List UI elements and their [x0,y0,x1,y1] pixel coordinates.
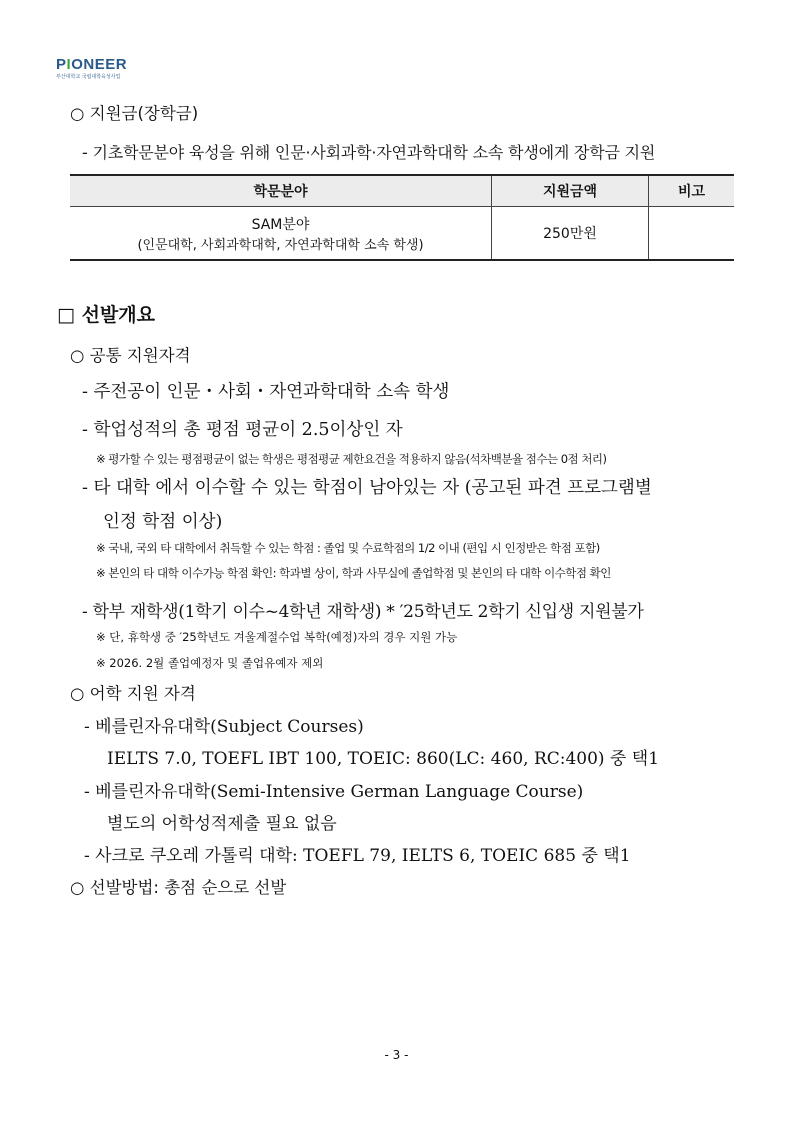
note-item: ※ 2026. 2월 졸업예정자 및 졸업유예자 제외 [96,656,324,670]
common-title: ○ 공통 지원자격 [70,346,191,365]
funding-title: ○ 지원금(장학금) [70,104,199,123]
field-desc: (인문대학, 사회과학대학, 자연과학대학 소속 학생) [137,237,424,253]
list-item: - 주전공이 인문・사회・자연과학대학 소속 학생 [82,382,450,402]
logo [56,56,146,84]
cell-note [649,207,735,261]
page-number: - 3 - [384,1048,409,1062]
table-row [70,207,734,261]
note-item: ※ 평가할 수 있는 평점평균이 없는 학생은 평점평균 제한요건을 적용하지 않음(석차백분율 점수는 0점 처리) [96,452,607,466]
list-item: - 사크로 쿠오레 가톨릭 대학: TOEFL 79, IELTS 6, TOEIC 685 중 택1 [84,846,631,866]
note-item: ※ 국내, 국외 타 대학에서 취득할 수 있는 학점 : 졸업 및 수료학점의 1/2 이내 (편입 시 인정받은 학점 포함) [96,541,600,555]
list-item: - 베를린자유대학(Subject Courses) [84,717,364,737]
list-item: 별도의 어학성적제출 필요 없음 [107,814,337,834]
list-item: - 타 대학 에서 이수할 수 있는 학점이 남아있는 자 (공고된 파견 프로그램별 [82,478,652,498]
col-header-field: 학문분야 [70,175,492,207]
funding-desc: - 기초학문분야 육성을 위해 인문·사회과학·자연과학대학 소속 학생에게 장학금 지원 [82,143,656,162]
note-item: ※ 본인의 타 대학 이수가능 학점 확인: 학과별 상이, 학과 사무실에 졸업학점 및 본인의 타 대학 이수학점 확인 [96,566,611,580]
list-item: - 베를린자유대학(Semi-Intensive German Language Course) [84,782,584,802]
field-name: SAM분야 [251,216,310,233]
col-header-note: 비고 [649,175,735,207]
logo-subtitle: 부산대학교 국립대학육성사업 [56,74,121,80]
list-item: - 학부 재학생(1학기 이수~4학년 재학생) * ′25학년도 2학기 신입생 지원불가 [82,602,644,622]
note-item: ※ 단, 휴학생 중 ′25학년도 겨울계절수업 복학(예정)자의 경우 지원 가능 [96,630,458,644]
list-item: - 학업성적의 총 평점 평균이 2.5이상인 자 [82,420,403,440]
col-header-amount: 지원금액 [492,175,649,207]
method-line: ○ 선발방법: 총점 순으로 선발 [70,878,287,897]
cell-field [70,207,492,261]
logo-text: PIONEER [56,56,128,73]
cell-amount: 250만원 [492,207,649,261]
section-heading: □ 선발개요 [57,304,155,326]
list-item: IELTS 7.0, TOEFL IBT 100, TOEIC: 860(LC: 460, RC:400) 중 택1 [107,749,660,769]
list-item: 인정 학점 이상) [103,512,223,532]
language-title: ○ 어학 지원 자격 [70,684,196,703]
funding-table [70,174,734,261]
